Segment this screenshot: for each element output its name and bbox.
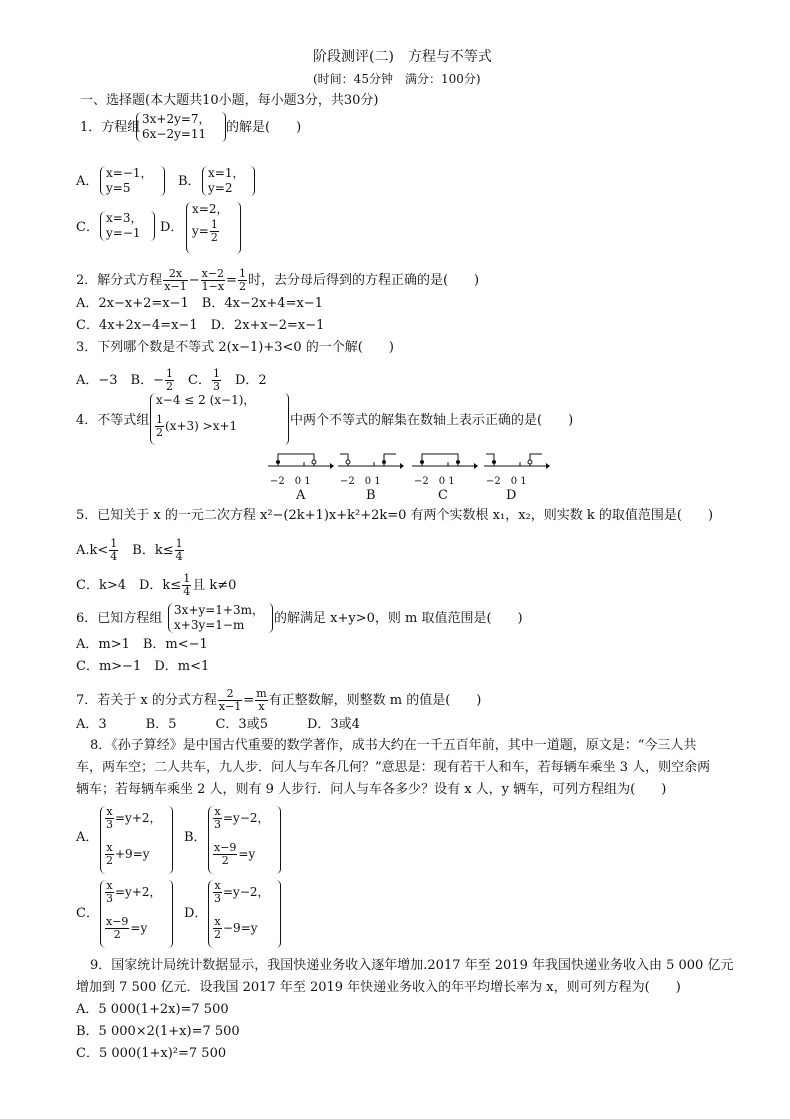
number-line-d-ticks: −2 0 1: [486, 476, 527, 487]
section-heading: 一、选择题(本大题共10小题，每小题3分，共30分): [80, 93, 379, 108]
q1-option-a-label: A．: [76, 174, 99, 189]
q1-option-b-label: B．: [178, 174, 201, 189]
number-line-a: [268, 448, 334, 472]
option-label-d: D: [506, 488, 517, 503]
q1-option-d-label: D．: [160, 220, 184, 235]
q1-option-c-label: C．: [76, 220, 99, 235]
number-line-d: [484, 448, 550, 472]
q8-option-a-label: A．: [76, 830, 99, 845]
number-line-b-ticks: −2 0 1: [340, 476, 381, 487]
q8-option-b-label: B．: [184, 830, 207, 845]
option-label-c: C: [438, 488, 448, 503]
page-title: 阶段测评(二) 方程与不等式: [313, 49, 492, 65]
number-line-c: [412, 448, 478, 472]
q8-option-c-label: C．: [76, 906, 99, 921]
number-line-c-ticks: −2 0 1: [414, 476, 455, 487]
option-label-b: B: [366, 488, 376, 503]
q8-option-d-label: D．: [184, 906, 208, 921]
page-subtitle: (时间：45分钟 满分：100分): [313, 72, 481, 86]
option-label-a: A: [296, 488, 306, 503]
number-line-a-ticks: −2 0 1: [270, 476, 311, 487]
number-line-b: [338, 448, 404, 472]
